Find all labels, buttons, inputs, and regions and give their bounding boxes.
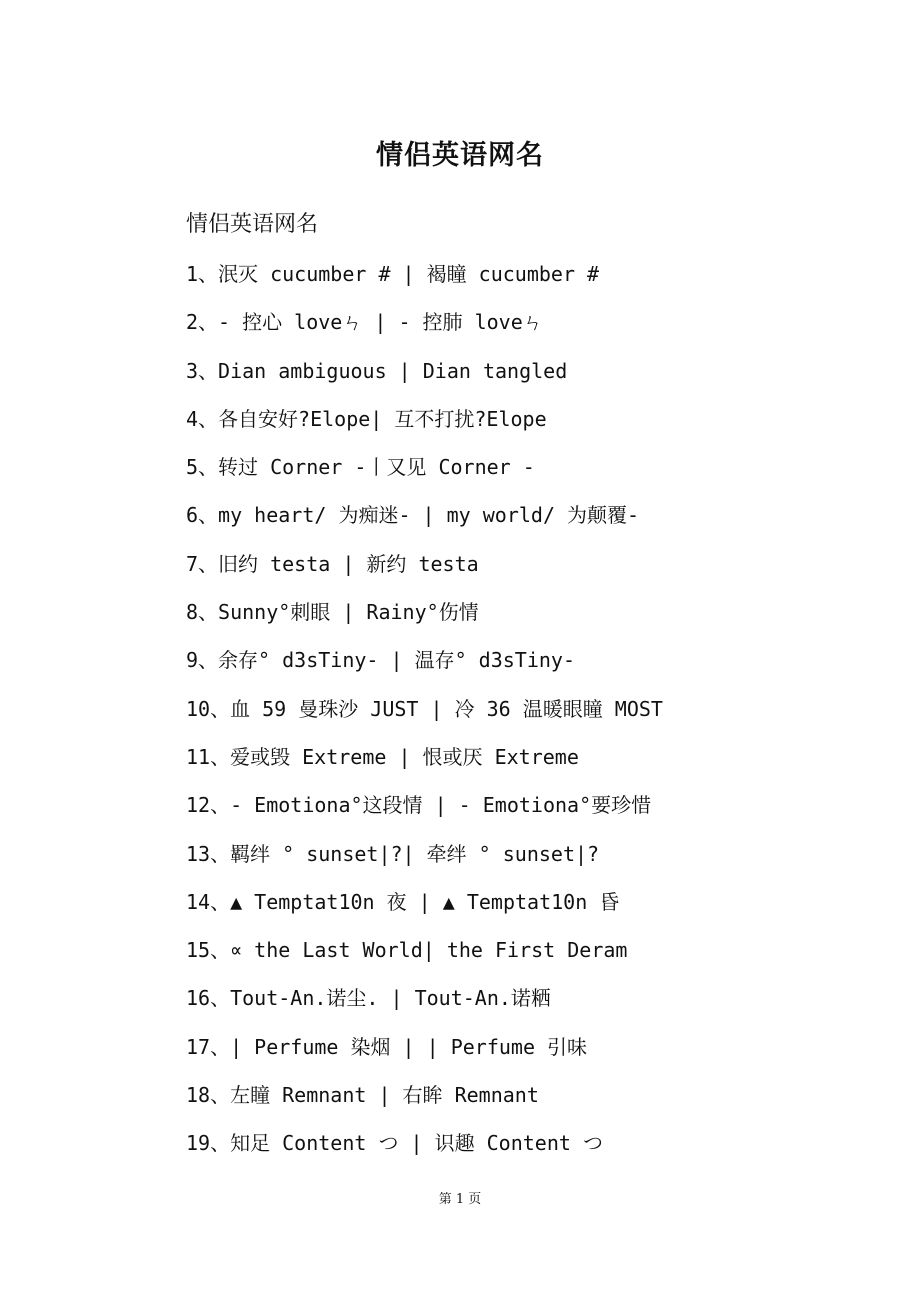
list-item: 7、旧约 testa | 新约 testa [186,551,479,576]
list-item: 17、| Perfume 染烟 | | Perfume 引味 [186,1034,588,1059]
list-item: 4、各自安好?Elope| 互不打扰?Elope [186,406,547,431]
list-item: 19、知足 Content つ | 识趣 Content つ [186,1131,603,1156]
page-title: 情侣英语网名 [376,140,544,171]
list-item: 3、Dian ambiguous | Dian tangled [186,358,568,383]
list-item: 16、Tout-An.诺尘. | Tout-An.诺粞 [186,986,551,1011]
list-item: 11、爱或毁 Extreme | 恨或厌 Extreme [186,744,579,769]
list-item: 12、- Emotiona°这段情 | - Emotiona°要珍惜 [186,793,652,818]
section-heading: 情侣英语网名 [186,212,319,237]
list-item: 18、左瞳 Remnant | 右眸 Remnant [186,1083,539,1108]
list-item: 14、▲ Temptat10n 夜 | ▲ Temptat10n 昏 [186,889,620,914]
list-item: 9、余存° d3sTiny- | 温存° d3sTiny- [186,648,575,673]
couple-name-list [186,258,663,1176]
page-number: 第 1 页 [438,1192,482,1207]
list-item: 15、∝ the Last World| the First Deram [186,938,628,963]
list-item: 8、Sunny°刺眼 | Rainy°伤情 [186,600,479,625]
list-item: 13、羁绊 ° sunset|?| 牵绊 ° sunset|? [186,841,600,866]
list-item: 6、my heart/ 为痴迷- | my world/ 为颠覆- [186,503,640,528]
list-item: 1、泯灭 cucumber # | 褐瞳 cucumber # [186,262,600,286]
list-item: 10、血 59 曼珠沙 JUST | 冷 36 温暖眼瞳 MOST [186,696,663,721]
list-item: 2、- 控心 loveㄣ | - 控肺 loveㄣ [186,310,543,335]
list-item: 5、转过 Corner -丨又见 Corner - [186,455,535,480]
